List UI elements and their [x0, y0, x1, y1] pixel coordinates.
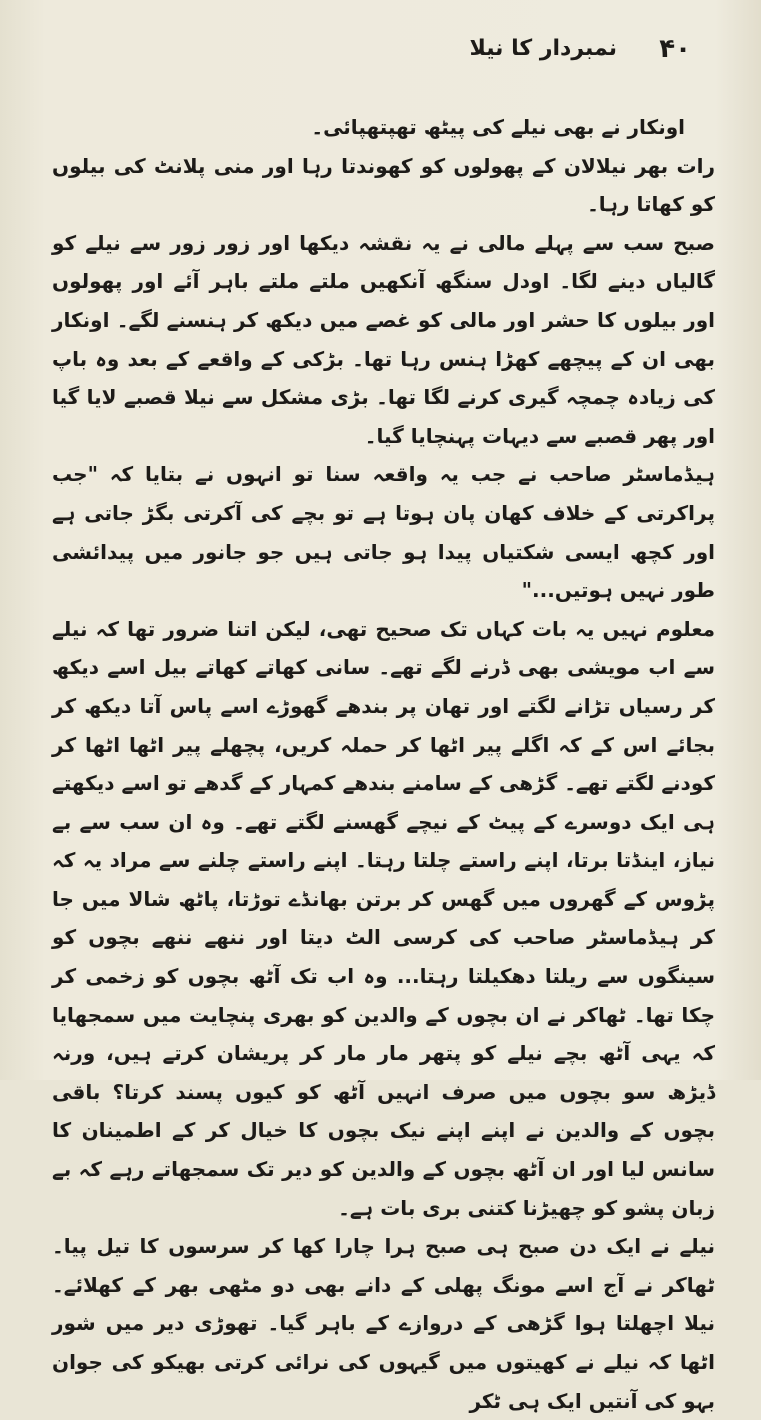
page-number: ۴۰: [659, 34, 691, 64]
running-title: نمبردار کا نیلا: [469, 36, 617, 61]
paragraph: رات بھر نیلالان کے پھولوں کو کھوندتا رہا اور منی پلانٹ کی بیلوں کو کھاتا رہا۔: [52, 153, 715, 217]
paragraph: صبح سب سے پہلے مالی نے یہ نقشہ دیکھا اور زور زور سے نیلے کو گالیاں دینے لگا۔ اودل سنگھ آنکھیں ملتے ملتے باہر آئے اور پھولوں اور بیلوں کا حشر اور مالی کو غصے میں دیکھ کر ہنسنے لگے۔ اونکار بھی ان کے پیچھے کھڑا ہنس رہا تھا۔ بڑکی کے واقعے کے بعد وہ باپ کی زیادہ چمچہ گیری کرنے لگا تھا۔ بڑی مشکل سے نیلا قصبے لایا گیا اور پھر قصبے سے دیہات پہنچایا گیا۔: [52, 230, 715, 448]
paragraph: ہیڈماسٹر صاحب نے جب یہ واقعہ سنا تو انہوں نے بتایا کہ "جب پراکرتی کے خلاف کھان پان ہوتا ہے تو بچے کی آکرتی بگڑ جاتی ہے اور کچھ ایسی شکتیاں پیدا ہو جاتی ہیں جو جانور میں پیدائشی طور نہیں ہوتیں...": [52, 462, 715, 603]
paragraph: اونکار نے بھی نیلے کی پیٹھ تھپتھپائی۔: [311, 115, 685, 139]
body-text: [52, 108, 715, 1420]
paragraph: نیلے نے ایک دن صبح ہی صبح ہرا چارا کھا کر سرسوں کا تیل پیا۔ ٹھاکر نے آج اسے مونگ پھلی کے دانے بھی دو مٹھی بھر کے کھلائے۔ نیلا اچھلتا ہوا گڑھی کے دروازے کے باہر گیا۔ تھوڑی دیر میں شور اٹھا کہ نیلے نے کھیتوں میں گیہوں کی نرائی کرتی بھیکو کی جوان بہو کی آنتیں ایک ہی ٹکر: [52, 1234, 715, 1413]
page-header: [60, 34, 691, 74]
paragraph: معلوم نہیں یہ بات کہاں تک صحیح تھی، لیکن اتنا ضرور تھا کہ نیلے سے اب مویشی بھی ڈرنے لگے تھے۔ سانی کھاتے کھاتے بیل اسے دیکھ کر رسیاں تڑانے لگتے اور تھان پر بندھے گھوڑے اسے پاس آتا دیکھ کر بجائے اس کے کہ اگلے پیر اٹھا کر حملہ کریں، پچھلے پیر اٹھا اٹھا کر کودنے لگتے تھے۔ گڑھی کے سامنے بندھے کمہار کے گدھے تو اسے دیکھتے ہی ایک دوسرے کے پیٹ کے نیچے گھسنے لگتے تھے۔ وہ ان سب سے بے نیاز، اینڈتا برتا، اپنے راستے چلتا رہتا۔ اپنے راستے چلنے سے مراد یہ کہ پڑوس کے گھروں میں گھس کر برتن بھانڈے توڑتا، پاٹھ شالا میں جا کر ہیڈماسٹر صاحب کی کرسی الٹ دیتا اور ننھے ننھے بچوں کو سینگوں سے ریلتا دھکیلتا رہتا... وہ اب تک آٹھ بچوں کو زخمی کر چکا تھا۔ ٹھاکر نے ان بچوں کے والدین کو بھری پنچایت میں سمجھایا کہ یہی آٹھ بچے نیلے کو پتھر مار مار کر پریشان کرتے ہیں، ورنہ ڈیڑھ سو بچوں میں صرف انہیں آٹھ کو کیوں پسند کرتا؟ باقی بچوں کے والدین نے اپنے اپنے نیک بچوں کا خیال کر کے اطمینان کا سانس لیا اور ان آٹھ بچوں کے والدین کو دیر تک سمجھاتے رہے کہ بے زبان پشو کو چھیڑنا کتنی بری بات ہے۔: [52, 616, 715, 1220]
